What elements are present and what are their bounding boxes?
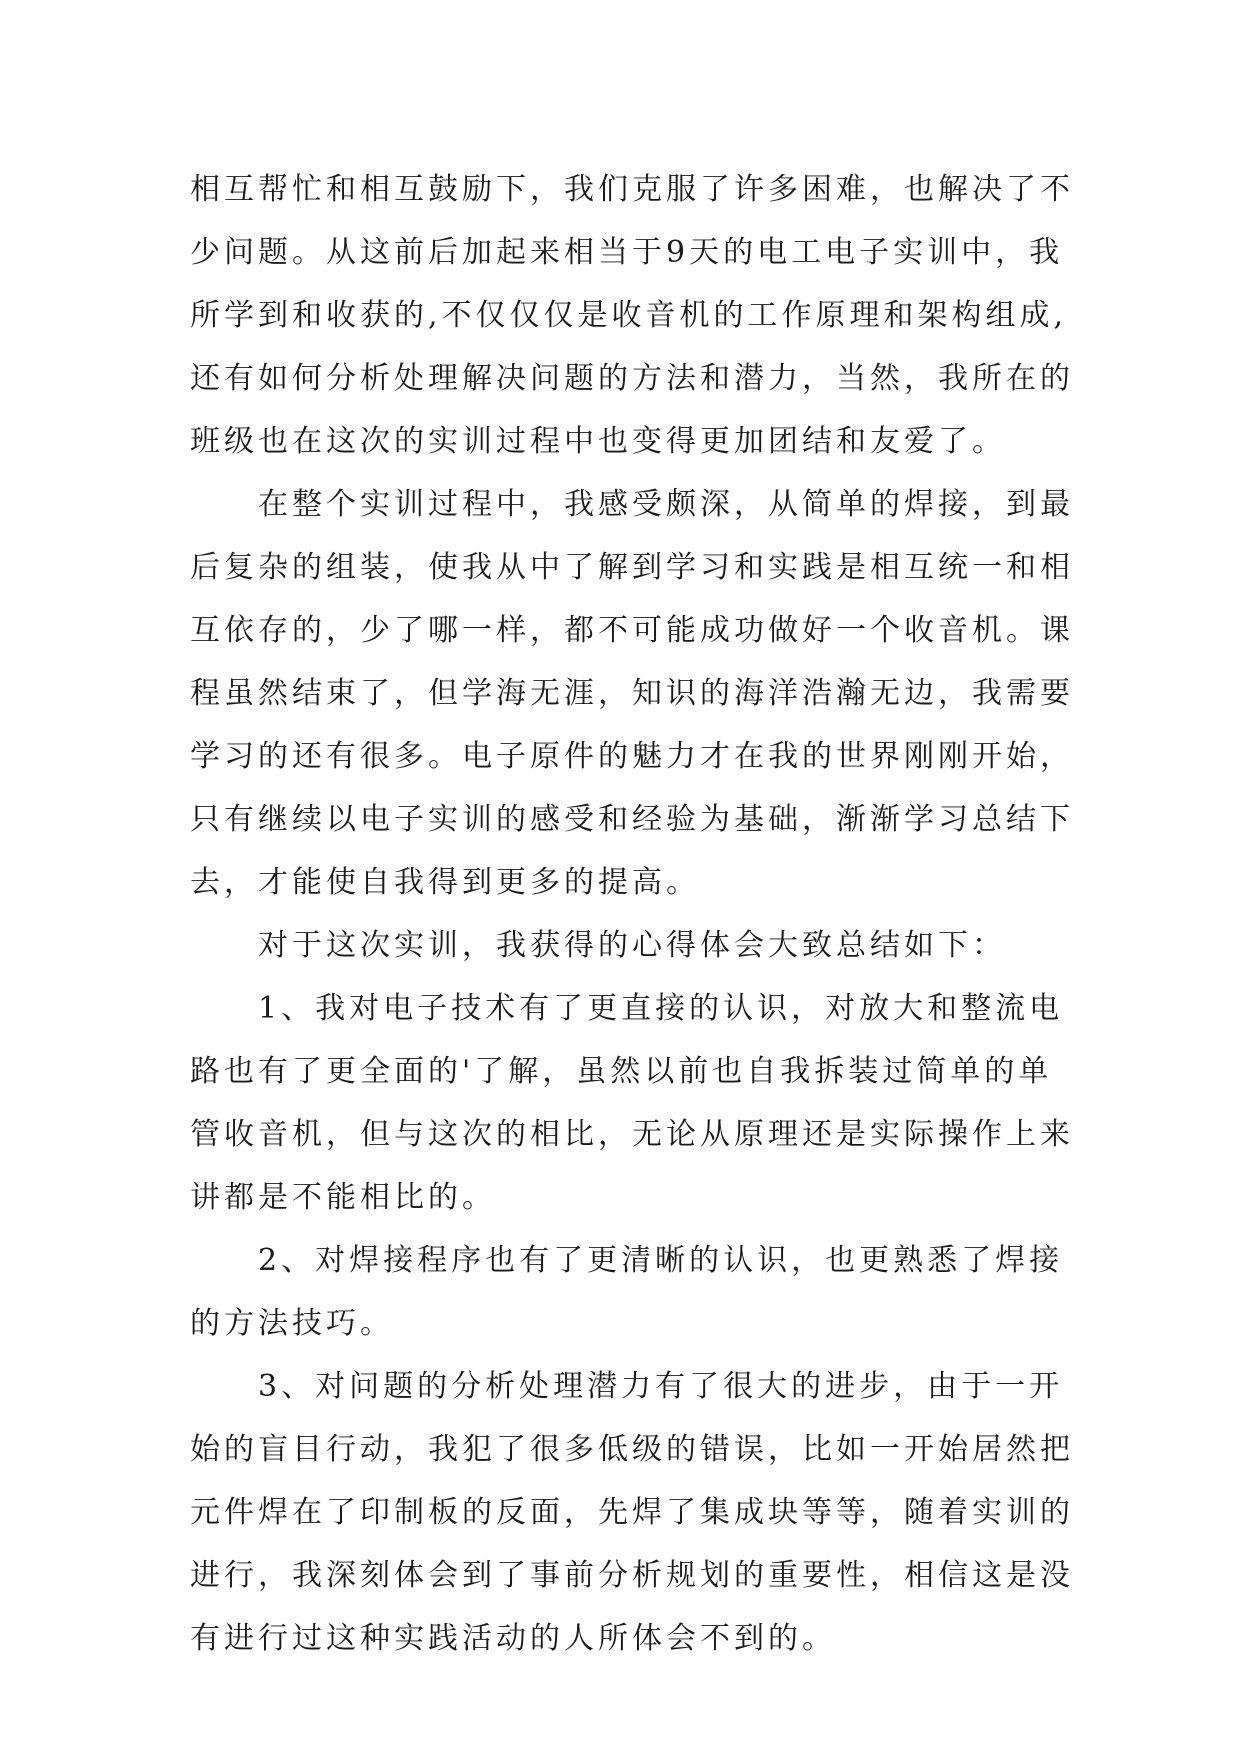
- text-line: 有进行过这种实践活动的人所体会不到的。: [190, 1621, 836, 1656]
- text-line: 始的盲目行动，我犯了很多低级的错误，比如一开始居然把: [190, 1432, 1074, 1467]
- paragraph-5: [190, 1229, 1090, 1355]
- text-line: 在整个实训过程中，我感受颇深，从简单的焊接，到最: [258, 487, 1074, 522]
- paragraph-3: [190, 914, 1090, 977]
- text-line: 讲都是不能相比的。: [190, 1180, 496, 1215]
- text-line: 班级也在这次的实训过程中也变得更加团结和友爱了。: [190, 424, 1006, 459]
- paragraph-6: [190, 1355, 1090, 1670]
- text-line: 少问题。从这前后加起来相当于9天的电工电子实训中，我: [190, 235, 1064, 270]
- text-line: 还有如何分析处理解决问题的方法和潜力，当然，我所在的: [190, 361, 1074, 396]
- document-body: [190, 158, 1090, 1670]
- text-line: 对于这次实训，我获得的心得体会大致总结如下：: [258, 928, 1006, 963]
- text-line: 进行，我深刻体会到了事前分析规划的重要性，相信这是没: [190, 1558, 1074, 1593]
- text-line: 后复杂的组装，使我从中了解到学习和实践是相互统一和相: [190, 550, 1074, 585]
- paragraph-4: [190, 977, 1090, 1229]
- text-line: 所学到和收获的,不仅仅仅是收音机的工作原理和架构组成,: [190, 298, 1068, 333]
- text-line: 3、对问题的分析处理潜力有了很大的进步，由于一开: [258, 1369, 1064, 1404]
- text-line: 去，才能使自我得到更多的提高。: [190, 865, 700, 900]
- text-line: 只有继续以电子实训的感受和经验为基础，渐渐学习总结下: [190, 802, 1074, 837]
- text-line: 1、我对电子技术有了更直接的认识，对放大和整流电: [258, 991, 1064, 1026]
- text-line: 互依存的，少了哪一样，都不可能成功做好一个收音机。课: [190, 613, 1074, 648]
- text-line: 元件焊在了印制板的反面，先焊了集成块等等，随着实训的: [190, 1495, 1074, 1530]
- text-line: 路也有了更全面的'了解，虽然以前也自我拆装过简单的单: [190, 1054, 1053, 1089]
- text-line: 管收音机，但与这次的相比，无论从原理还是实际操作上来: [190, 1117, 1074, 1152]
- text-line: 相互帮忙和相互鼓励下，我们克服了许多困难，也解决了不: [190, 172, 1074, 207]
- text-line: 学习的还有很多。电子原件的魅力才在我的世界刚刚开始，: [190, 739, 1074, 774]
- text-line: 2、对焊接程序也有了更清晰的认识，也更熟悉了焊接: [258, 1243, 1064, 1278]
- text-line: 的方法技巧。: [190, 1306, 394, 1341]
- paragraph-1: [190, 158, 1090, 473]
- paragraph-2: [190, 473, 1090, 914]
- text-line: 程虽然结束了，但学海无涯，知识的海洋浩瀚无边，我需要: [190, 676, 1074, 711]
